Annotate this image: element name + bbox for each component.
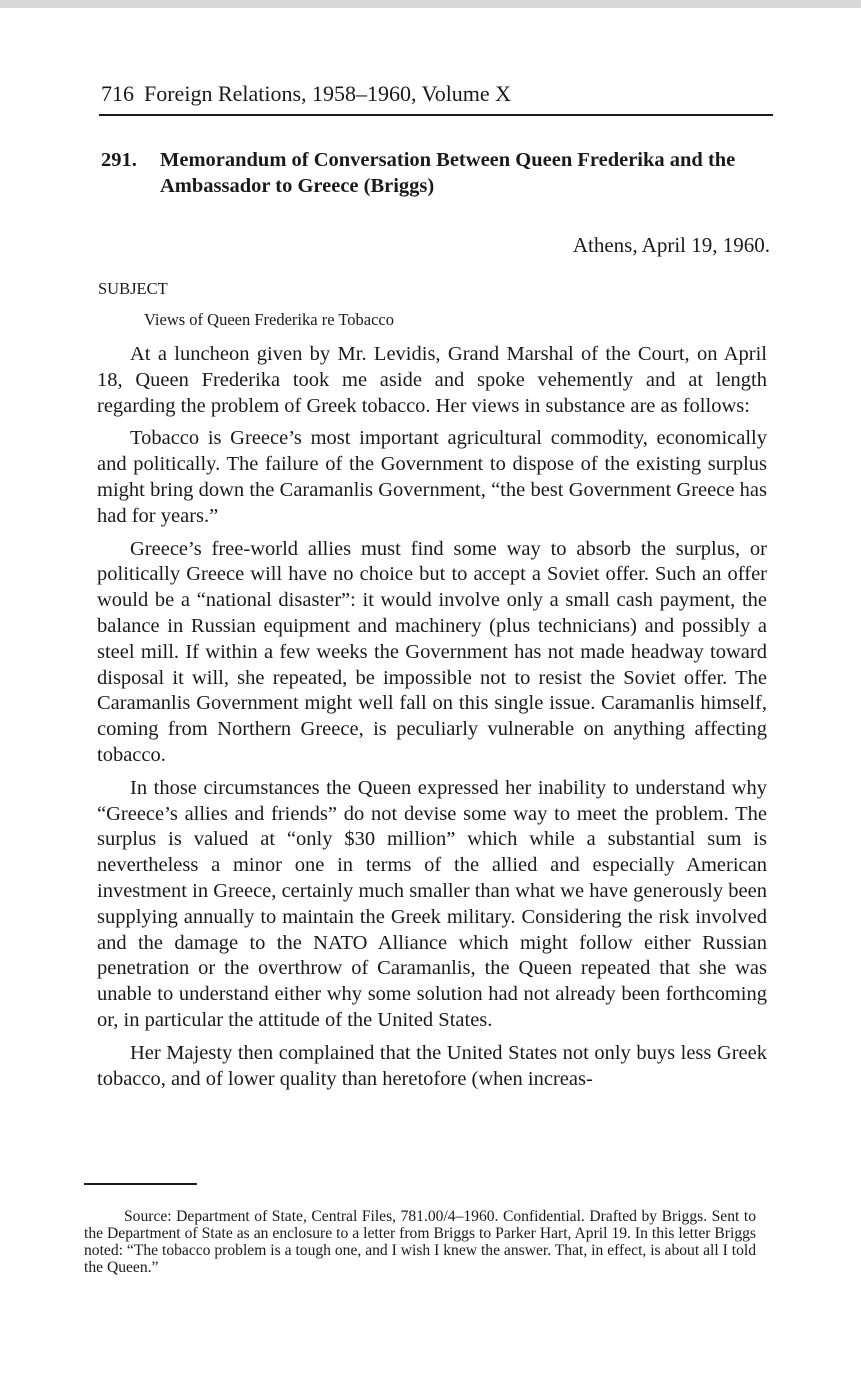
subject-label: SUBJECT: [98, 279, 168, 298]
header-rule: [99, 114, 773, 116]
document-title: Memorandum of Conversation Between Queen Frederika and the Ambassador to Greece (Briggs): [160, 149, 736, 197]
document-body: [97, 342, 767, 1099]
scan-top-edge: [0, 0, 861, 8]
page-number: 716: [101, 81, 134, 106]
body-paragraph-2: Tobacco is Greece’s most important agricultural commodity, economically and politically. The failure of the Government to dispose of the existing surplus might bring down the Caramanlis Government, “the best Government Greece has had for years.”: [97, 427, 767, 527]
document-number: 291.: [101, 149, 137, 171]
running-title: Foreign Relations, 1958–1960, Volume X: [144, 81, 512, 106]
dateline: Athens, April 19, 1960.: [572, 233, 770, 257]
body-paragraph-1: At a luncheon given by Mr. Levidis, Grand Marshal of the Court, on April 18, Queen Frederika took me aside and spoke vehemently and at length regarding the problem of Greek tobacco. Her views in substance are as follows:: [97, 343, 767, 417]
body-paragraph-3: Greece’s free-world allies must find some way to absorb the surplus, or politically Greece will have no choice but to accept a Soviet offer. Such an offer would be a “national disaster”: it would involve only a small cash payment, the balance in Russian equipment and machinery (plus technicians) and possibly a steel mill. If within a few weeks the Government has not made headway toward disposal it will, she repeated, be impossible not to resist the Soviet offer. The Caramanlis Government might well fall on this single issue. Caramanlis himself, coming from Northern Greece, is peculiarly vulnerable on anything affecting tobacco.: [97, 537, 767, 766]
body-paragraph-4: In those circumstances the Queen expressed her inability to understand why “Greece’s allies and friends” do not devise some way to meet the problem. The surplus is valued at “only $30 million” which while a substantial sum is nevertheless a minor one in terms of the allied and especially American investment in Greece, certainly much smaller than what we have generously been supplying annually to maintain the Greek military. Considering the risk involved and the damage to the NATO Alliance which might follow either Russian penetration or the overthrow of Caramanlis, the Queen repeated that she was unable to understand either why some solution had not already been forthcoming or, in particular the attitude of the United States.: [97, 776, 767, 1031]
subject-text: Views of Queen Frederika re Tobacco: [144, 310, 394, 329]
footnote-rule: [84, 1183, 197, 1185]
running-header: [101, 80, 773, 108]
source-footnote: Source: Department of State, Central Files, 781.00/4–1960. Confidential. Drafted by Briggs. Sent to the Department of State as an enclosure to a letter from Briggs to Parker Hart, April 19. In this letter Briggs noted: “The tobacco problem is a tough one, and I wish I knew the answer. That, in effect, is about all I told the Queen.”: [84, 1208, 756, 1276]
body-paragraph-5: Her Majesty then complained that the United States not only buys less Greek tobacco, and of lower quality than heretofore (when increas-: [97, 1041, 767, 1090]
document-heading: [101, 147, 773, 199]
